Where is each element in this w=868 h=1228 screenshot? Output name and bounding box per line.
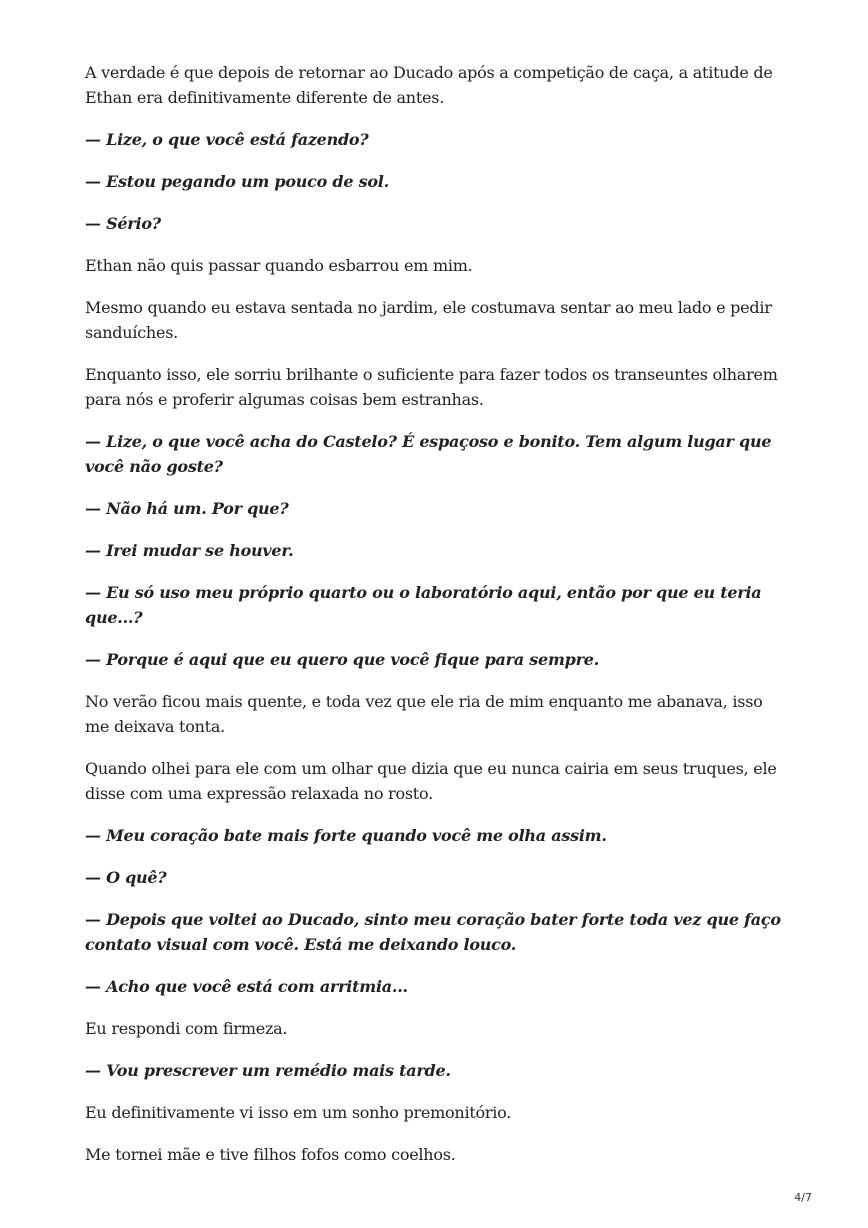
page-number: 4/7 bbox=[794, 1191, 812, 1204]
dialogue-line: — Meu coração bate mais forte quando você me olha assim. bbox=[85, 826, 607, 845]
dialogue-line: — Porque é aqui que eu quero que você fique para sempre. bbox=[85, 650, 600, 669]
document-page bbox=[85, 60, 785, 1184]
dialogue-line: — Lize, o que você acha do Castelo? É espaçoso e bonito. Tem algum lugar que você não goste? bbox=[85, 432, 772, 476]
paragraph: No verão ficou mais quente, e toda vez que ele ria de mim enquanto me abanava, isso me deixava tonta. bbox=[85, 692, 763, 736]
paragraph: Eu respondi com firmeza. bbox=[85, 1019, 288, 1038]
dialogue-line: — Estou pegando um pouco de sol. bbox=[85, 172, 389, 191]
dialogue-line: — Sério? bbox=[85, 214, 161, 233]
paragraph: Mesmo quando eu estava sentada no jardim, ele costumava sentar ao meu lado e pedir sanduíches. bbox=[85, 298, 772, 342]
dialogue-line: — Depois que voltei ao Ducado, sinto meu coração bater forte toda vez que faço contato visual com você. Está me deixando louco. bbox=[85, 910, 781, 954]
dialogue-line: — Irei mudar se houver. bbox=[85, 541, 294, 560]
paragraph: Ethan não quis passar quando esbarrou em mim. bbox=[85, 256, 473, 275]
dialogue-line: — Eu só uso meu próprio quarto ou o laboratório aqui, então por que eu teria que...? bbox=[85, 583, 762, 627]
dialogue-line: — Acho que você está com arritmia... bbox=[85, 977, 408, 996]
dialogue-line: — O quê? bbox=[85, 868, 167, 887]
paragraph: Quando olhei para ele com um olhar que dizia que eu nunca cairia em seus truques, ele disse com uma expressão relaxada no rosto. bbox=[85, 759, 777, 803]
paragraph: Enquanto isso, ele sorriu brilhante o suficiente para fazer todos os transeuntes olharem para nós e proferir algumas coisas bem estranhas. bbox=[85, 365, 778, 409]
paragraph: Eu definitivamente vi isso em um sonho premonitório. bbox=[85, 1103, 512, 1122]
dialogue-line: — Não há um. Por que? bbox=[85, 499, 289, 518]
dialogue-line: — Vou prescrever um remédio mais tarde. bbox=[85, 1061, 451, 1080]
paragraph: Me tornei mãe e tive filhos fofos como coelhos. bbox=[85, 1145, 456, 1164]
paragraph: A verdade é que depois de retornar ao Ducado após a competição de caça, a atitude de Ethan era definitivamente diferente de antes. bbox=[85, 63, 773, 107]
dialogue-line: — Lize, o que você está fazendo? bbox=[85, 130, 369, 149]
